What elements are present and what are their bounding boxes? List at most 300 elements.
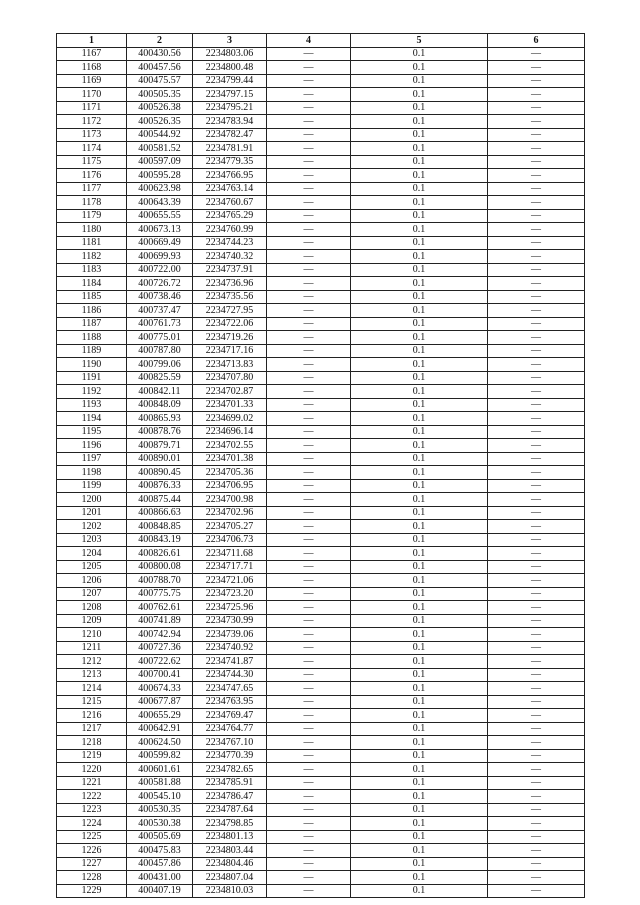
column-5-cell: 0.1 xyxy=(351,88,488,102)
column-5-cell: 0.1 xyxy=(351,520,488,534)
column-5-cell: 0.1 xyxy=(351,196,488,210)
table-row xyxy=(57,520,585,534)
column-4-cell: — xyxy=(267,236,351,250)
column-6-cell: — xyxy=(488,655,585,669)
y-coordinate-cell: 2234782.65 xyxy=(193,763,267,777)
column-6-cell: — xyxy=(488,763,585,777)
column-5-cell: 0.1 xyxy=(351,236,488,250)
column-4-cell: — xyxy=(267,506,351,520)
y-coordinate-cell: 2234799.44 xyxy=(193,74,267,88)
y-coordinate-cell: 2234785.91 xyxy=(193,776,267,790)
x-coordinate-cell: 400430.56 xyxy=(127,47,193,61)
table-row xyxy=(57,547,585,561)
table-row xyxy=(57,466,585,480)
column-6-cell: — xyxy=(488,61,585,75)
table-row xyxy=(57,358,585,372)
point-number-cell: 1215 xyxy=(57,695,127,709)
column-4-cell: — xyxy=(267,749,351,763)
column-4-cell: — xyxy=(267,101,351,115)
column-6-cell: — xyxy=(488,196,585,210)
column-5-cell: 0.1 xyxy=(351,250,488,264)
point-number-cell: 1189 xyxy=(57,344,127,358)
column-4-cell: — xyxy=(267,290,351,304)
column-6-cell: — xyxy=(488,412,585,426)
column-4-cell: — xyxy=(267,317,351,331)
column-5-cell: 0.1 xyxy=(351,871,488,885)
table-row xyxy=(57,236,585,250)
y-coordinate-cell: 2234705.27 xyxy=(193,520,267,534)
point-number-cell: 1182 xyxy=(57,250,127,264)
column-5-cell: 0.1 xyxy=(351,506,488,520)
table-row xyxy=(57,857,585,871)
x-coordinate-cell: 400674.33 xyxy=(127,682,193,696)
column-5-cell: 0.1 xyxy=(351,439,488,453)
column-6-cell: — xyxy=(488,304,585,318)
y-coordinate-cell: 2234763.95 xyxy=(193,695,267,709)
y-coordinate-cell: 2234787.64 xyxy=(193,803,267,817)
column-4-cell: — xyxy=(267,614,351,628)
y-coordinate-cell: 2234735.56 xyxy=(193,290,267,304)
table-row xyxy=(57,668,585,682)
y-coordinate-cell: 2234763.14 xyxy=(193,182,267,196)
table-row xyxy=(57,115,585,129)
table-row xyxy=(57,560,585,574)
table-row xyxy=(57,587,585,601)
x-coordinate-cell: 400597.09 xyxy=(127,155,193,169)
y-coordinate-cell: 2234699.02 xyxy=(193,412,267,426)
point-number-cell: 1199 xyxy=(57,479,127,493)
y-coordinate-cell: 2234804.46 xyxy=(193,857,267,871)
column-6-cell: — xyxy=(488,142,585,156)
column-6-cell: — xyxy=(488,884,585,898)
column-4-cell: — xyxy=(267,520,351,534)
column-5-cell: 0.1 xyxy=(351,479,488,493)
x-coordinate-cell: 400505.35 xyxy=(127,88,193,102)
column-5-cell: 0.1 xyxy=(351,223,488,237)
x-coordinate-cell: 400879.71 xyxy=(127,439,193,453)
table-row xyxy=(57,722,585,736)
x-coordinate-cell: 400505.69 xyxy=(127,830,193,844)
table-row xyxy=(57,209,585,223)
x-coordinate-cell: 400788.70 xyxy=(127,574,193,588)
column-4-cell: — xyxy=(267,466,351,480)
point-number-cell: 1201 xyxy=(57,506,127,520)
column-4-cell: — xyxy=(267,142,351,156)
column-6-cell: — xyxy=(488,601,585,615)
x-coordinate-cell: 400726.72 xyxy=(127,277,193,291)
column-6-cell: — xyxy=(488,101,585,115)
column-6-cell: — xyxy=(488,614,585,628)
y-coordinate-cell: 2234760.67 xyxy=(193,196,267,210)
column-5-cell: 0.1 xyxy=(351,493,488,507)
table-row xyxy=(57,614,585,628)
column-5-cell: 0.1 xyxy=(351,371,488,385)
y-coordinate-cell: 2234769.47 xyxy=(193,709,267,723)
point-number-cell: 1225 xyxy=(57,830,127,844)
y-coordinate-cell: 2234717.71 xyxy=(193,560,267,574)
point-number-cell: 1204 xyxy=(57,547,127,561)
point-number-cell: 1181 xyxy=(57,236,127,250)
x-coordinate-cell: 400762.61 xyxy=(127,601,193,615)
column-5-cell: 0.1 xyxy=(351,587,488,601)
x-coordinate-cell: 400875.44 xyxy=(127,493,193,507)
column-4-cell: — xyxy=(267,385,351,399)
column-5-cell: 0.1 xyxy=(351,74,488,88)
y-coordinate-cell: 2234741.87 xyxy=(193,655,267,669)
table-row xyxy=(57,425,585,439)
column-5-cell: 0.1 xyxy=(351,209,488,223)
column-header-4: 4 xyxy=(267,34,351,48)
table-row xyxy=(57,398,585,412)
y-coordinate-cell: 2234795.21 xyxy=(193,101,267,115)
point-number-cell: 1174 xyxy=(57,142,127,156)
column-4-cell: — xyxy=(267,695,351,709)
x-coordinate-cell: 400737.47 xyxy=(127,304,193,318)
y-coordinate-cell: 2234764.77 xyxy=(193,722,267,736)
column-4-cell: — xyxy=(267,128,351,142)
column-4-cell: — xyxy=(267,803,351,817)
y-coordinate-cell: 2234727.95 xyxy=(193,304,267,318)
table-row xyxy=(57,695,585,709)
table-row xyxy=(57,844,585,858)
x-coordinate-cell: 400761.73 xyxy=(127,317,193,331)
column-5-cell: 0.1 xyxy=(351,641,488,655)
column-6-cell: — xyxy=(488,371,585,385)
column-4-cell: — xyxy=(267,587,351,601)
table-row xyxy=(57,817,585,831)
x-coordinate-cell: 400673.13 xyxy=(127,223,193,237)
table-row xyxy=(57,682,585,696)
column-4-cell: — xyxy=(267,439,351,453)
point-number-cell: 1193 xyxy=(57,398,127,412)
column-6-cell: — xyxy=(488,263,585,277)
coordinates-table xyxy=(56,33,585,898)
y-coordinate-cell: 2234783.94 xyxy=(193,115,267,129)
column-4-cell: — xyxy=(267,209,351,223)
y-coordinate-cell: 2234767.10 xyxy=(193,736,267,750)
y-coordinate-cell: 2234740.32 xyxy=(193,250,267,264)
x-coordinate-cell: 400595.28 xyxy=(127,169,193,183)
point-number-cell: 1188 xyxy=(57,331,127,345)
x-coordinate-cell: 400787.80 xyxy=(127,344,193,358)
x-coordinate-cell: 400741.89 xyxy=(127,614,193,628)
y-coordinate-cell: 2234736.96 xyxy=(193,277,267,291)
column-4-cell: — xyxy=(267,196,351,210)
column-5-cell: 0.1 xyxy=(351,277,488,291)
x-coordinate-cell: 400475.83 xyxy=(127,844,193,858)
column-5-cell: 0.1 xyxy=(351,169,488,183)
column-6-cell: — xyxy=(488,209,585,223)
y-coordinate-cell: 2234737.91 xyxy=(193,263,267,277)
column-5-cell: 0.1 xyxy=(351,412,488,426)
column-5-cell: 0.1 xyxy=(351,682,488,696)
column-5-cell: 0.1 xyxy=(351,614,488,628)
table-row xyxy=(57,533,585,547)
table-row xyxy=(57,871,585,885)
column-4-cell: — xyxy=(267,763,351,777)
column-4-cell: — xyxy=(267,115,351,129)
y-coordinate-cell: 2234739.06 xyxy=(193,628,267,642)
column-4-cell: — xyxy=(267,493,351,507)
point-number-cell: 1184 xyxy=(57,277,127,291)
column-6-cell: — xyxy=(488,317,585,331)
column-5-cell: 0.1 xyxy=(351,736,488,750)
column-4-cell: — xyxy=(267,304,351,318)
table-row xyxy=(57,277,585,291)
column-4-cell: — xyxy=(267,817,351,831)
column-6-cell: — xyxy=(488,520,585,534)
column-6-cell: — xyxy=(488,88,585,102)
y-coordinate-cell: 2234721.06 xyxy=(193,574,267,588)
point-number-cell: 1185 xyxy=(57,290,127,304)
point-number-cell: 1222 xyxy=(57,790,127,804)
y-coordinate-cell: 2234701.33 xyxy=(193,398,267,412)
point-number-cell: 1203 xyxy=(57,533,127,547)
point-number-cell: 1195 xyxy=(57,425,127,439)
column-6-cell: — xyxy=(488,236,585,250)
y-coordinate-cell: 2234781.91 xyxy=(193,142,267,156)
table-row xyxy=(57,493,585,507)
point-number-cell: 1196 xyxy=(57,439,127,453)
table-row xyxy=(57,128,585,142)
x-coordinate-cell: 400825.59 xyxy=(127,371,193,385)
table-row xyxy=(57,101,585,115)
column-4-cell: — xyxy=(267,668,351,682)
x-coordinate-cell: 400601.61 xyxy=(127,763,193,777)
column-5-cell: 0.1 xyxy=(351,128,488,142)
column-5-cell: 0.1 xyxy=(351,668,488,682)
column-6-cell: — xyxy=(488,290,585,304)
x-coordinate-cell: 400842.11 xyxy=(127,385,193,399)
y-coordinate-cell: 2234711.68 xyxy=(193,547,267,561)
point-number-cell: 1211 xyxy=(57,641,127,655)
column-5-cell: 0.1 xyxy=(351,763,488,777)
point-number-cell: 1227 xyxy=(57,857,127,871)
y-coordinate-cell: 2234782.47 xyxy=(193,128,267,142)
y-coordinate-cell: 2234803.44 xyxy=(193,844,267,858)
column-header-5: 5 xyxy=(351,34,488,48)
point-number-cell: 1217 xyxy=(57,722,127,736)
column-6-cell: — xyxy=(488,115,585,129)
column-header-6: 6 xyxy=(488,34,585,48)
column-4-cell: — xyxy=(267,47,351,61)
column-5-cell: 0.1 xyxy=(351,628,488,642)
column-5-cell: 0.1 xyxy=(351,182,488,196)
column-4-cell: — xyxy=(267,155,351,169)
x-coordinate-cell: 400722.62 xyxy=(127,655,193,669)
table-row xyxy=(57,290,585,304)
column-5-cell: 0.1 xyxy=(351,263,488,277)
y-coordinate-cell: 2234807.04 xyxy=(193,871,267,885)
x-coordinate-cell: 400530.35 xyxy=(127,803,193,817)
column-4-cell: — xyxy=(267,263,351,277)
x-coordinate-cell: 400544.92 xyxy=(127,128,193,142)
y-coordinate-cell: 2234723.20 xyxy=(193,587,267,601)
point-number-cell: 1170 xyxy=(57,88,127,102)
point-number-cell: 1221 xyxy=(57,776,127,790)
y-coordinate-cell: 2234766.95 xyxy=(193,169,267,183)
column-5-cell: 0.1 xyxy=(351,830,488,844)
column-6-cell: — xyxy=(488,722,585,736)
x-coordinate-cell: 400526.35 xyxy=(127,115,193,129)
column-5-cell: 0.1 xyxy=(351,709,488,723)
table-row xyxy=(57,344,585,358)
column-6-cell: — xyxy=(488,277,585,291)
column-4-cell: — xyxy=(267,358,351,372)
table-row xyxy=(57,749,585,763)
column-6-cell: — xyxy=(488,736,585,750)
column-6-cell: — xyxy=(488,533,585,547)
column-5-cell: 0.1 xyxy=(351,398,488,412)
x-coordinate-cell: 400530.38 xyxy=(127,817,193,831)
column-5-cell: 0.1 xyxy=(351,695,488,709)
table-row xyxy=(57,439,585,453)
y-coordinate-cell: 2234798.85 xyxy=(193,817,267,831)
column-6-cell: — xyxy=(488,776,585,790)
y-coordinate-cell: 2234707.80 xyxy=(193,371,267,385)
column-5-cell: 0.1 xyxy=(351,601,488,615)
x-coordinate-cell: 400545.10 xyxy=(127,790,193,804)
point-number-cell: 1192 xyxy=(57,385,127,399)
x-coordinate-cell: 400431.00 xyxy=(127,871,193,885)
point-number-cell: 1167 xyxy=(57,47,127,61)
table-header xyxy=(57,34,585,48)
table-row xyxy=(57,223,585,237)
point-number-cell: 1223 xyxy=(57,803,127,817)
table-row xyxy=(57,317,585,331)
column-4-cell: — xyxy=(267,857,351,871)
column-5-cell: 0.1 xyxy=(351,425,488,439)
x-coordinate-cell: 400655.29 xyxy=(127,709,193,723)
y-coordinate-cell: 2234797.15 xyxy=(193,88,267,102)
point-number-cell: 1229 xyxy=(57,884,127,898)
y-coordinate-cell: 2234740.92 xyxy=(193,641,267,655)
point-number-cell: 1180 xyxy=(57,223,127,237)
x-coordinate-cell: 400866.63 xyxy=(127,506,193,520)
column-5-cell: 0.1 xyxy=(351,803,488,817)
x-coordinate-cell: 400890.01 xyxy=(127,452,193,466)
column-4-cell: — xyxy=(267,425,351,439)
point-number-cell: 1198 xyxy=(57,466,127,480)
column-6-cell: — xyxy=(488,641,585,655)
table-row xyxy=(57,479,585,493)
table-row xyxy=(57,452,585,466)
x-coordinate-cell: 400623.98 xyxy=(127,182,193,196)
y-coordinate-cell: 2234706.73 xyxy=(193,533,267,547)
x-coordinate-cell: 400848.85 xyxy=(127,520,193,534)
x-coordinate-cell: 400742.94 xyxy=(127,628,193,642)
column-5-cell: 0.1 xyxy=(351,722,488,736)
x-coordinate-cell: 400475.57 xyxy=(127,74,193,88)
column-4-cell: — xyxy=(267,479,351,493)
column-4-cell: — xyxy=(267,871,351,885)
point-number-cell: 1213 xyxy=(57,668,127,682)
y-coordinate-cell: 2234705.36 xyxy=(193,466,267,480)
column-5-cell: 0.1 xyxy=(351,47,488,61)
column-6-cell: — xyxy=(488,547,585,561)
column-4-cell: — xyxy=(267,709,351,723)
y-coordinate-cell: 2234730.99 xyxy=(193,614,267,628)
y-coordinate-cell: 2234713.83 xyxy=(193,358,267,372)
point-number-cell: 1218 xyxy=(57,736,127,750)
column-5-cell: 0.1 xyxy=(351,533,488,547)
point-number-cell: 1205 xyxy=(57,560,127,574)
x-coordinate-cell: 400799.06 xyxy=(127,358,193,372)
column-6-cell: — xyxy=(488,628,585,642)
column-5-cell: 0.1 xyxy=(351,385,488,399)
column-4-cell: — xyxy=(267,61,351,75)
point-number-cell: 1190 xyxy=(57,358,127,372)
column-5-cell: 0.1 xyxy=(351,115,488,129)
column-5-cell: 0.1 xyxy=(351,547,488,561)
y-coordinate-cell: 2234722.06 xyxy=(193,317,267,331)
column-6-cell: — xyxy=(488,439,585,453)
table-row xyxy=(57,763,585,777)
column-6-cell: — xyxy=(488,452,585,466)
column-6-cell: — xyxy=(488,169,585,183)
x-coordinate-cell: 400599.82 xyxy=(127,749,193,763)
column-5-cell: 0.1 xyxy=(351,574,488,588)
x-coordinate-cell: 400581.88 xyxy=(127,776,193,790)
column-5-cell: 0.1 xyxy=(351,290,488,304)
point-number-cell: 1207 xyxy=(57,587,127,601)
column-5-cell: 0.1 xyxy=(351,101,488,115)
column-4-cell: — xyxy=(267,182,351,196)
y-coordinate-cell: 2234702.96 xyxy=(193,506,267,520)
column-6-cell: — xyxy=(488,344,585,358)
point-number-cell: 1191 xyxy=(57,371,127,385)
table-row xyxy=(57,574,585,588)
table-row xyxy=(57,628,585,642)
point-number-cell: 1197 xyxy=(57,452,127,466)
x-coordinate-cell: 400581.52 xyxy=(127,142,193,156)
column-6-cell: — xyxy=(488,857,585,871)
point-number-cell: 1169 xyxy=(57,74,127,88)
x-coordinate-cell: 400878.76 xyxy=(127,425,193,439)
column-4-cell: — xyxy=(267,574,351,588)
table-row xyxy=(57,61,585,75)
table-row xyxy=(57,506,585,520)
point-number-cell: 1226 xyxy=(57,844,127,858)
y-coordinate-cell: 2234702.87 xyxy=(193,385,267,399)
column-6-cell: — xyxy=(488,479,585,493)
x-coordinate-cell: 400677.87 xyxy=(127,695,193,709)
column-4-cell: — xyxy=(267,412,351,426)
column-4-cell: — xyxy=(267,250,351,264)
column-6-cell: — xyxy=(488,844,585,858)
x-coordinate-cell: 400722.00 xyxy=(127,263,193,277)
column-5-cell: 0.1 xyxy=(351,317,488,331)
point-number-cell: 1209 xyxy=(57,614,127,628)
table-row xyxy=(57,304,585,318)
column-5-cell: 0.1 xyxy=(351,331,488,345)
column-5-cell: 0.1 xyxy=(351,304,488,318)
column-4-cell: — xyxy=(267,560,351,574)
point-number-cell: 1171 xyxy=(57,101,127,115)
column-4-cell: — xyxy=(267,790,351,804)
table-row xyxy=(57,371,585,385)
table-row xyxy=(57,250,585,264)
column-4-cell: — xyxy=(267,884,351,898)
column-header-2: 2 xyxy=(127,34,193,48)
y-coordinate-cell: 2234719.26 xyxy=(193,331,267,345)
x-coordinate-cell: 400655.55 xyxy=(127,209,193,223)
table-row xyxy=(57,155,585,169)
column-5-cell: 0.1 xyxy=(351,884,488,898)
point-number-cell: 1168 xyxy=(57,61,127,75)
table-row xyxy=(57,736,585,750)
column-4-cell: — xyxy=(267,830,351,844)
